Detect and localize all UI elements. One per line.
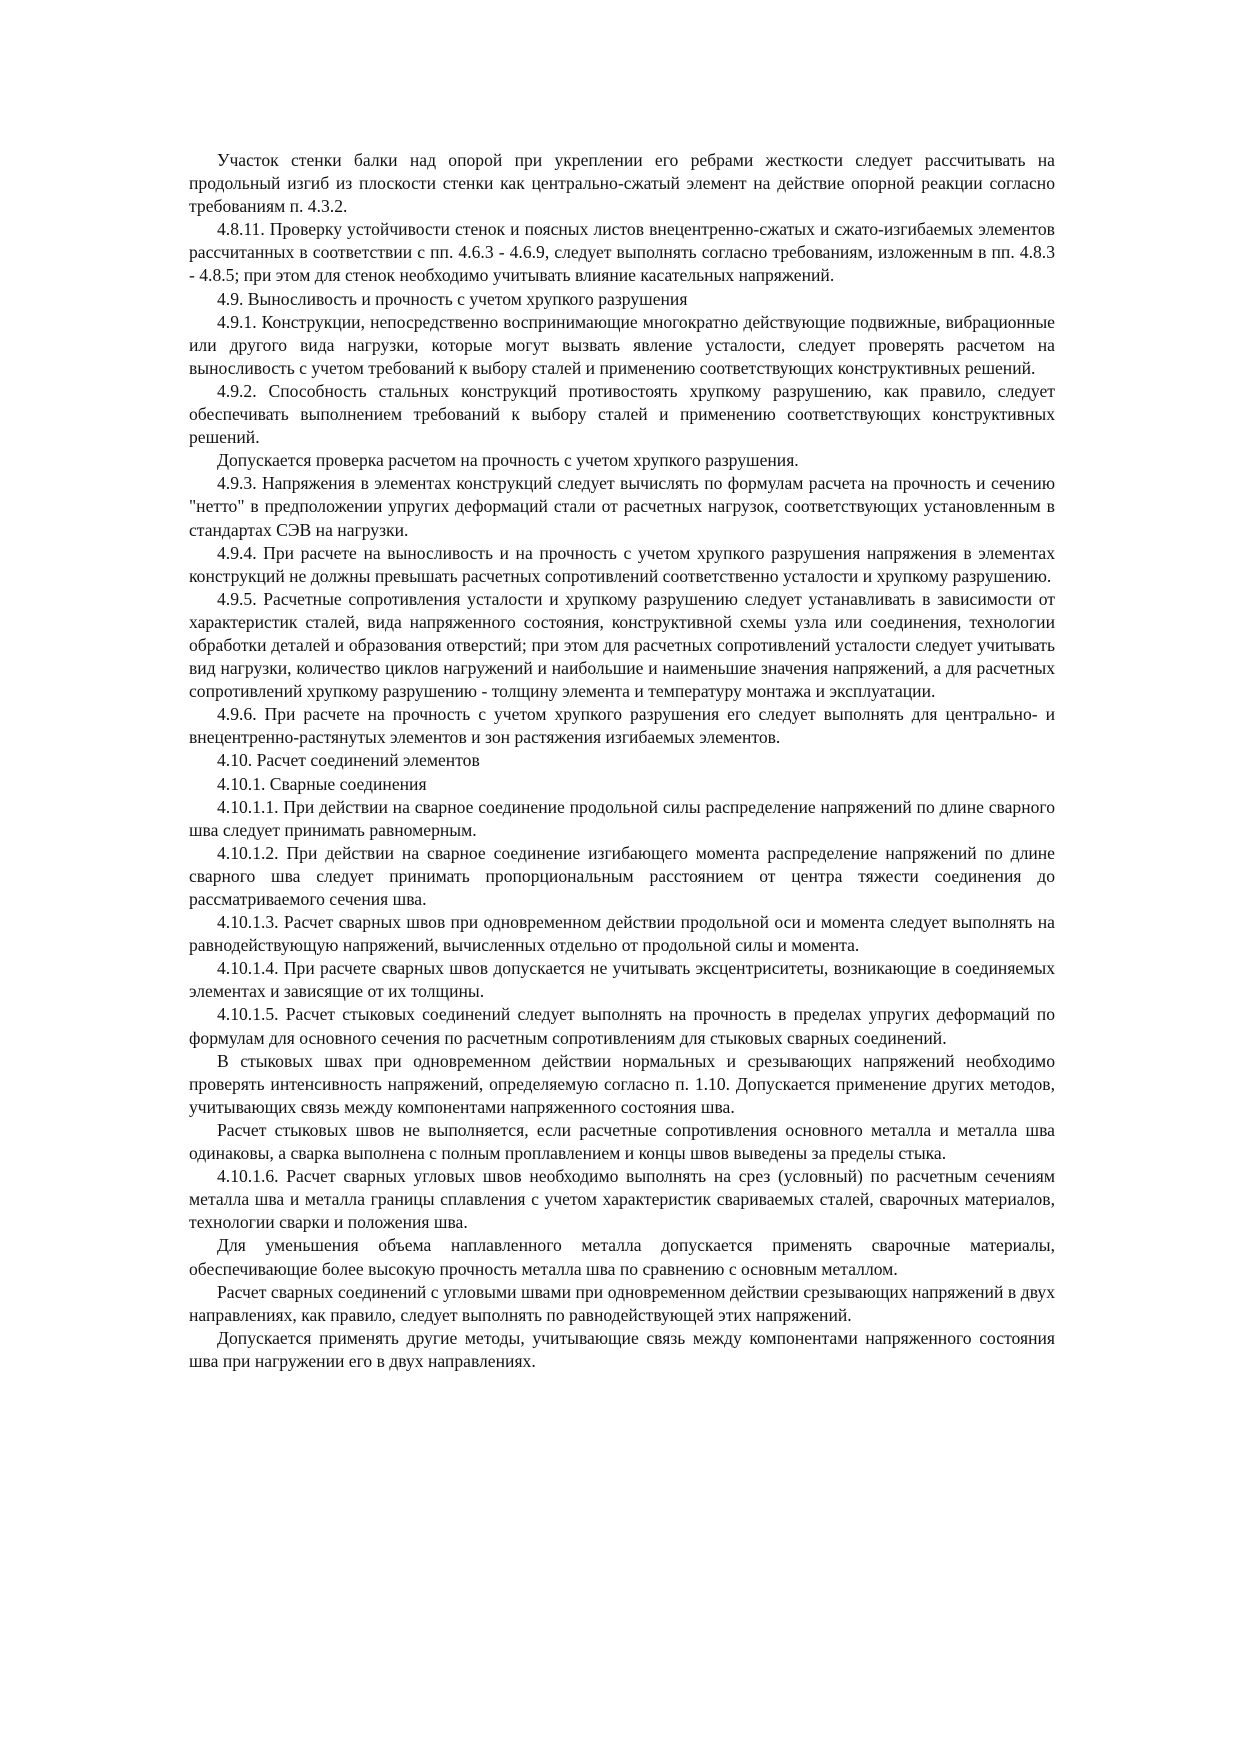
paragraph-4-9-6: 4.9.6. При расчете на прочность с учетом хрупкого разрушения его следует выполнять для центрально- и внецентренно-растянутых элементов и зон растяжения изгибаемых элементов.: [189, 704, 1055, 748]
paragraph-butt-welds-stress: В стыковых швах при одновременном действии нормальных и срезывающих напряжений необходимо проверять интенсивность напряжений, определяемую согласно п. 1.10. Допускается применение других методов, учитывающих связь между компонентами напряженного состояния шва.: [189, 1050, 1055, 1117]
paragraph-brittle-check: Допускается проверка расчетом на прочность с учетом хрупкого разрушения.: [217, 450, 799, 471]
paragraph-4-9-4: 4.9.4. При расчете на выносливость и на прочность с учетом хрупкого разрушения напряжения в элементах конструкций не должны превышать расчетных сопротивлений соответственно усталости и хрупкому разрушению.: [189, 542, 1055, 586]
document-page: [189, 149, 1055, 1373]
paragraph-4-10-1-6: 4.10.1.6. Расчет сварных угловых швов необходимо выполнять на срез (условный) по расчетным сечениям металла шва и металла границы сплавления с учетом характеристик свариваемых сталей, сварочных материалов, технологии сварки и положения шва.: [189, 1166, 1055, 1233]
paragraph-4-9-1: 4.9.1. Конструкции, непосредственно воспринимающие многократно действующие подвижные, вибрационные или другого вида нагрузки, которые могут вызвать явление усталости, следует проверять расчетом на выносливость с учетом требований к выбору сталей и применению соответствующих конструктивных решений.: [189, 311, 1055, 378]
section-heading-4-9: 4.9. Выносливость и прочность с учетом хрупкого разрушения: [217, 288, 688, 309]
paragraph-4-10-1-2: 4.10.1.2. При действии на сварное соединение изгибающего момента распределение напряжений по длине сварного шва следует принимать пропорциональным расстоянием от центра тяжести соединения до рассматриваемого сечения шва.: [189, 842, 1055, 909]
paragraph-4-10-1-5: 4.10.1.5. Расчет стыковых соединений следует выполнять на прочность в пределах упругих деформаций по формулам для основного сечения по расчетным сопротивлениям для стыковых сварных соединений.: [189, 1004, 1055, 1048]
paragraph-4-10-1-4: 4.10.1.4. При расчете сварных швов допускается не учитывать эксцентриситеты, возникающие в соединяемых элементах и зависящие от их толщины.: [189, 958, 1055, 1002]
section-heading-4-10: 4.10. Расчет соединений элементов: [217, 750, 480, 771]
paragraph-4-9-5: 4.9.5. Расчетные сопротивления усталости и хрупкому разрушению следует устанавливать в зависимости от характеристик сталей, вида напряженного состояния, конструктивной схемы узла или соединения, технологии обработки деталей и образования отверстий; при этом для расчетных сопротивлений усталости следует учитывать вид нагрузки, количество циклов нагружений и наибольшие и наименьшие значения напряжений, а для расчетных сопротивлений хрупкому разрушению - толщину элемента и температуру монтажа и эксплуатации.: [189, 588, 1055, 702]
paragraph-beam-web-support: Участок стенки балки над опорой при укреплении его ребрами жесткости следует рассчитывать на продольный изгиб из плоскости стенки как центрально-сжатый элемент на действие опорной реакции согласно требованиям п. 4.3.2.: [189, 150, 1055, 217]
paragraph-4-10-1-3: 4.10.1.3. Расчет сварных швов при одновременном действии продольной оси и момента следует выполнять на равнодействующую напряжений, вычисленных отдельно от продольной силы и момента.: [189, 912, 1055, 956]
paragraph-4-9-2: 4.9.2. Способность стальных конструкций противостоять хрупкому разрушению, как правило, следует обеспечивать выполнением требований к выбору сталей и применению соответствующих конструктивных решений.: [189, 380, 1055, 448]
paragraph-weld-metal-reduction: Для уменьшения объема наплавленного металла допускается применять сварочные материалы, обеспечивающие более высокую прочность металла шва по сравнению с основным металлом.: [189, 1235, 1055, 1279]
paragraph-fillet-welds-two-directions: Расчет сварных соединений с угловыми швами при одновременном действии срезывающих напряжений в двух направлениях, как правило, следует выполнять по равнодействующей этих напряжений.: [189, 1281, 1055, 1325]
paragraph-4-9-3: 4.9.3. Напряжения в элементах конструкций следует вычислять по формулам расчета на прочность и сечению "нетто" в предположении упругих деформаций стали от расчетных нагрузок, соответствующих установленным в стандартах СЭВ на нагрузки.: [189, 473, 1055, 540]
paragraph-4-10-1-1: 4.10.1.1. При действии на сварное соединение продольной силы распределение напряжений по длине сварного шва следует принимать равномерным.: [189, 796, 1055, 840]
paragraph-other-methods: Допускается применять другие методы, учитывающие связь между компонентами напряженного состояния шва при нагружении его в двух направлениях.: [189, 1327, 1055, 1371]
paragraph-butt-welds-no-calc: Расчет стыковых швов не выполняется, если расчетные сопротивления основного металла и металла шва одинаковы, а сварка выполнена с полным проплавлением и концы швов выведены за пределы стыка.: [189, 1119, 1055, 1164]
section-heading-4-10-1: 4.10.1. Сварные соединения: [217, 773, 427, 794]
paragraph-4-8-11: 4.8.11. Проверку устойчивости стенок и поясных листов внецентренно-сжатых и сжато-изгибаемых элементов рассчитанных в соответствии с пп. 4.6.3 - 4.6.9, следует выполнять согласно требованиям, изложенным в пп. 4.8.3 - 4.8.5; при этом для стенок необходимо учитывать влияние касательных напряжений.: [189, 219, 1055, 286]
